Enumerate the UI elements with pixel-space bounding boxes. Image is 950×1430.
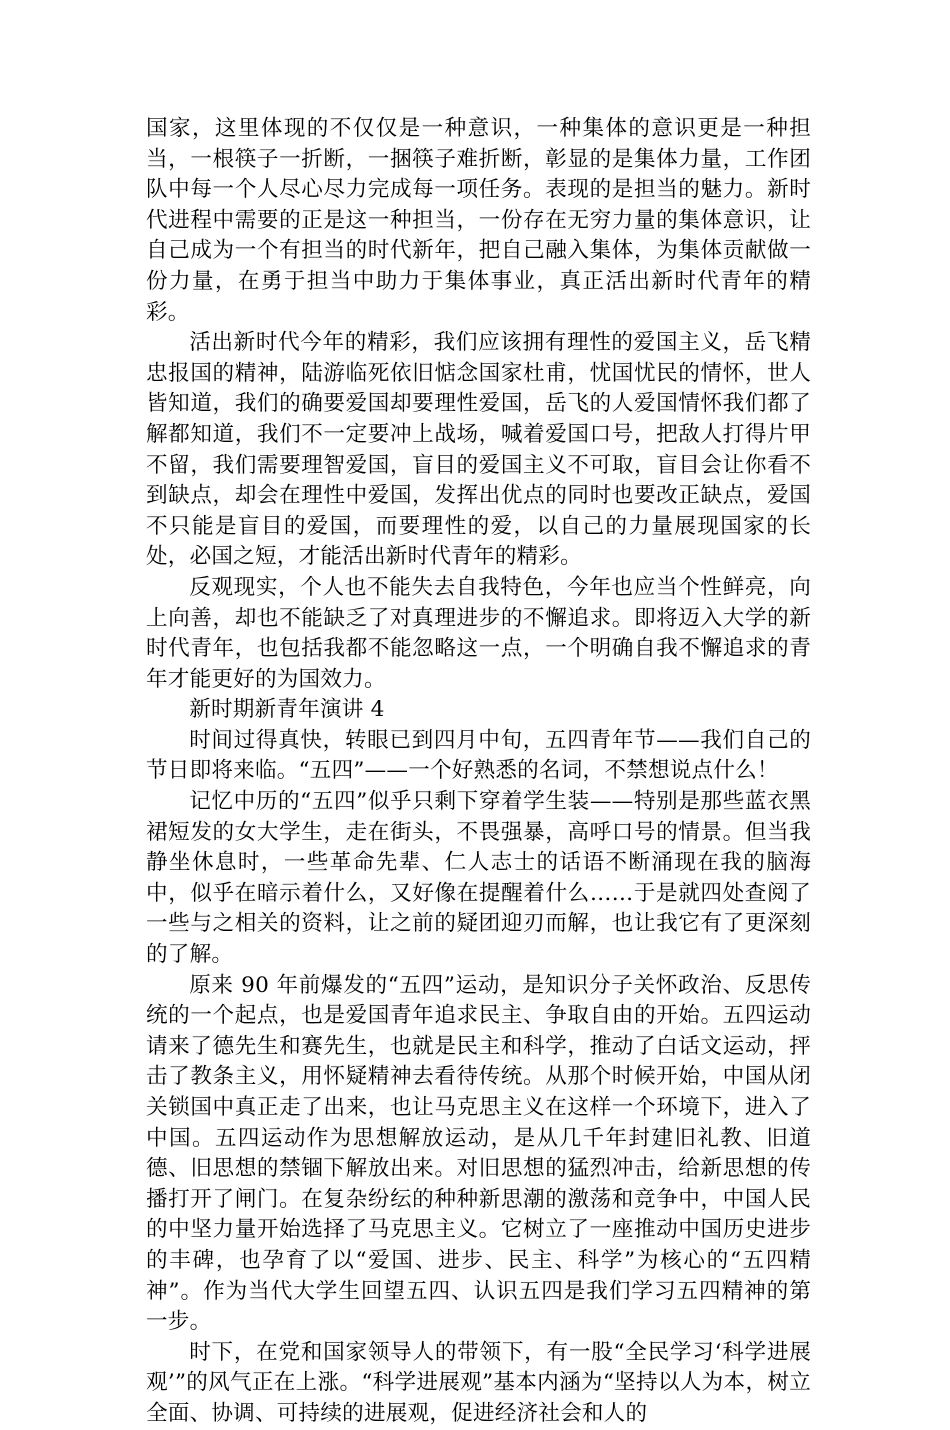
paragraph-4: 时间过得真快，转眼已到四月中旬，五四青年节——我们自己的节日即将来临。“五四”——一个好熟悉的名词，不禁想说点什么！ bbox=[146, 727, 811, 784]
paragraph-5: 记忆中历的“五四”似乎只剩下穿着学生装——特别是那些蓝衣黑裙短发的女大学生，走在街头，不畏强暴，高呼口号的情景。但当我静坐休息时，一些革命先辈、仁人志士的话语不断涌现在我的脑海中，似乎在暗示着什么，又好像在提醒着什么……于是就四处查阅了一些与之相关的资料，让之前的疑团迎刃而解，也让我它有了更深刻的了解。 bbox=[146, 789, 811, 968]
section-heading: 新时期新青年演讲 4 bbox=[189, 697, 385, 723]
paragraph-7: 时下，在党和国家领导人的带领下，有一股“全民学习‘科学进展观’”的风气正在上涨。“科学进展观”基本内涵为“坚持以人为本，树立全面、协调、可持续的进展观，促进经济社会和人的 bbox=[146, 1339, 811, 1426]
document-body bbox=[146, 114, 811, 1430]
paragraph-1: 国家，这里体现的不仅仅是一种意识，一种集体的意识更是一种担当，一根筷子一折断，一捆筷子难折断，彰显的是集体力量，工作团队中每一个人尽心尽力完成每一项任务。表现的是担当的魅力。新时代进程中需要的正是这一种担当，一份存在无穷力量的集体意识，让自己成为一个有担当的时代新年，把自己融入集体，为集体贡献做一份力量，在勇于担当中助力于集体事业，真正活出新时代青年的精彩。 bbox=[146, 116, 811, 325]
paragraph-6: 原来 90 年前爆发的“五四”运动，是知识分子关怀政治、反思传统的一个起点，也是爱国青年追求民主、争取自由的开始。五四运动请来了德先生和赛先生，也就是民主和科学，推动了白话文运动，抨击了教条主义，用怀疑精神去看待传统。从那个时候开始，中国从闭关锁国中真正走了出来，也让马克思主义在这样一个环境下，进入了中国。五四运动作为思想解放运动，是从几千年封建旧礼教、旧道德、旧思想的禁锢下解放出来。对旧思想的猛烈冲击，给新思想的传播打开了闸门。在复杂纷纭的种种新思潮的激荡和竞争中，中国人民的中坚力量开始选择了马克思主义。它树立了一座推动中国历史进步的丰碑，也孕育了以“爱国、进步、民主、科学”为核心的“五四精神”。作为当代大学生回望五四、认识五四是我们学习五四精神的第一步。 bbox=[146, 972, 811, 1335]
paragraph-3: 反观现实，个人也不能失去自我特色，今年也应当个性鲜亮，向上向善，却也不能缺乏了对真理进步的不懈追求。即将迈入大学的新时代青年，也包括我都不能忽略这一点，一个明确自我不懈追求的青年才能更好的为国效力。 bbox=[146, 574, 811, 692]
paragraph-2: 活出新时代今年的精彩，我们应该拥有理性的爱国主义，岳飞精忠报国的精神，陆游临死依旧惦念国家杜甫，忧国忧民的情怀，世人皆知道，我们的确要爱国却要理性爱国，岳飞的人爱国情怀我们都了解都知道，我们不一定要冲上战场，喊着爱国口号，把敌人打得片甲不留，我们需要理智爱国，盲目的爱国主义不可取，盲目会让你看不到缺点，却会在理性中爱国，发挥出优点的同时也要改正缺点，爱国不只能是盲目的爱国，而要理性的爱，以自己的力量展现国家的长处，必国之短，才能活出新时代青年的精彩。 bbox=[146, 330, 811, 570]
